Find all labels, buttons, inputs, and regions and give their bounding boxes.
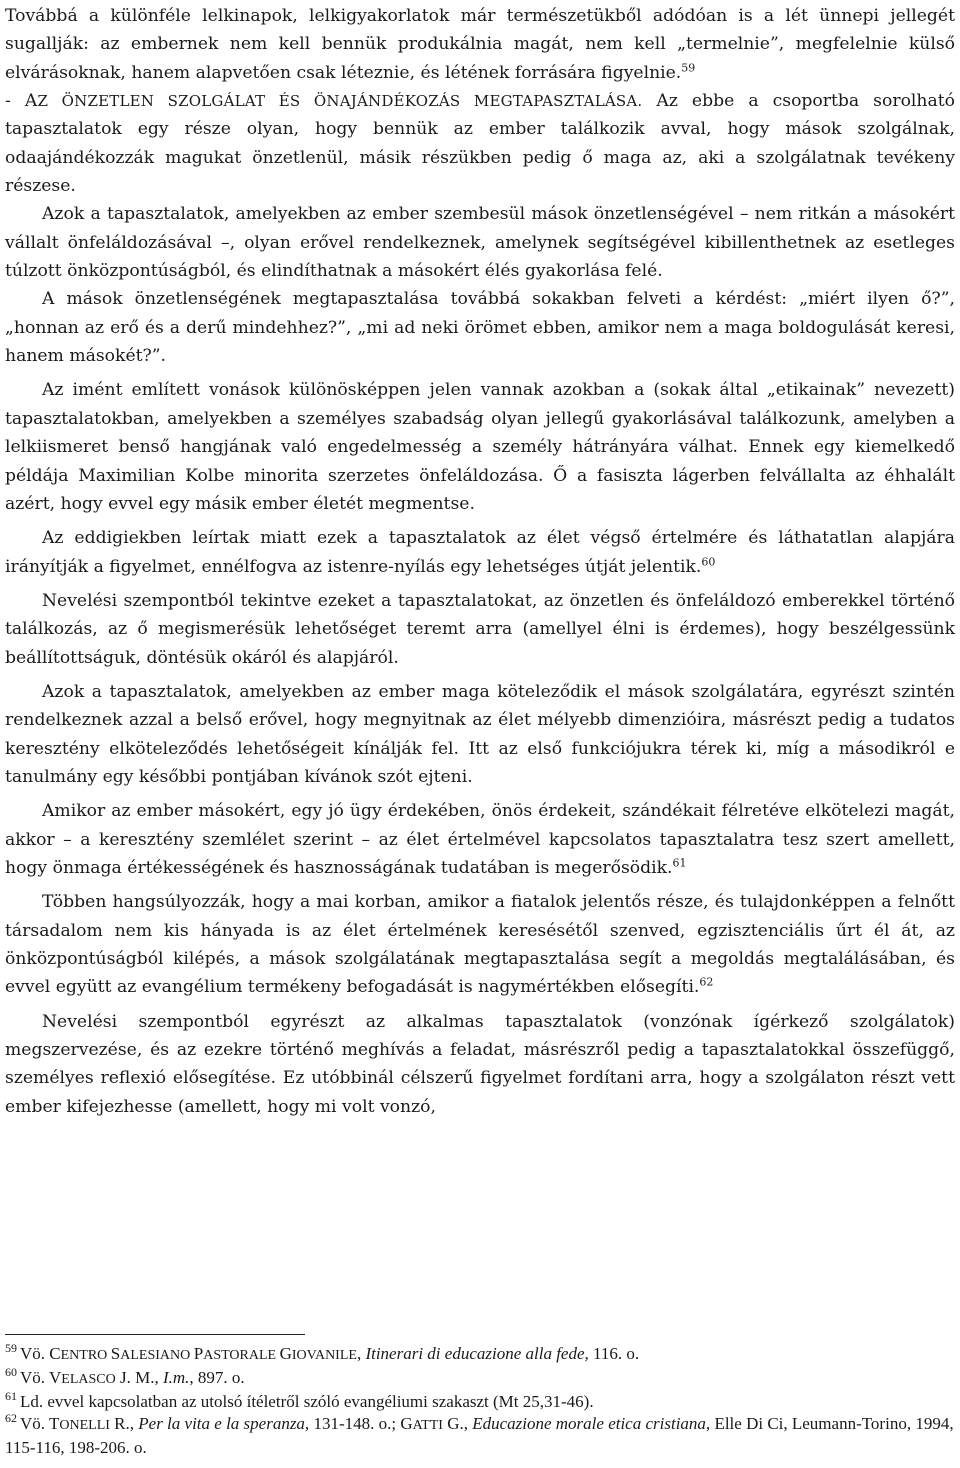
section-heading: AZ ÖNZETLEN SZOLGÁLAT ÉS ÖNAJÁNDÉKOZÁS MEGTAPASZTALÁSA. [24,91,643,112]
footnote-61: $^{61}$ Ld. evvel kapcsolatban az utolsó ítéletről szóló evangéliumi szakaszt (Mt 25,31-46). [5,1389,594,1411]
footnote-ref: 60 [701,554,716,568]
footnote-60: $^{60}$ Vö. VELASCO J. M., I.m., 897. o. [5,1365,245,1387]
footnote-ref: 62 [699,975,714,989]
footnote-ref: 61 [672,856,687,870]
paragraph: Nevelési szempontból egyrészt az alkalmas tapasztalatok (vonzónak ígérkező szolgálatok) megszervezése, és az ezekre történő meghívás a feladat, másrészről pedig a tapasztalatokkal összefüggő, személyes reflexió elősegítése. Ez utóbbinál célszerű figyelmet fordítani arra, hogy a szolgálaton részt vett ember kifejezhesse (amellett, hogy mi volt vonzó, [5,1011,955,1117]
paragraph: Az eddigiekben leírtak miatt ezek a tapasztalatok az élet végső értelmére és láthatatlan alapjára irányítják a figyelmet, ennélfogva az istenre-nyílás egy lehetséges útját jelentik.$^{60}$ [5,528,955,577]
paragraph: Azok a tapasztalatok, amelyekben az ember maga köteleződik el mások szolgálatára, egyrészt szintén rendelkeznek azzal a belső erővel, hogy megnyitnak az élet mélyebb dimenzióira, másrészt pedig a tudatos keresztény elköteleződés lehetőségeit kínálják fel. Itt az első funkciójukra térek ki, míg a másodikról e tanulmány egy későbbi pontjában kívánok szót ejteni. [5,681,955,787]
footnote-separator [5,1334,305,1335]
footnotes [5,1334,957,1459]
paragraph: Amikor az ember másokért, egy jó ügy érdekében, önös érdekeit, szándékait félretéve elkötelezi magát, akkor – a keresztény szemlélet szerint – az élet értelmével kapcsolatos tapasztalatra tesz szert amellett, hogy önmaga értékességének és hasznosságának tudatában is megerősödik.$^{61}$ [5,801,955,878]
footnote-59: $^{59}$ Vö. CENTRO SALESIANO PASTORALE GIOVANILE, Itinerari di educazione alla fede, 116. o. [5,1341,640,1363]
paragraph: Továbbá a különféle lelkinapok, lelkigyakorlatok már természetükből adódóan is a lét ünnepi jellegét sugallják: az embernek nem kell bennük produkálnia magát, nem kell „termelnie”, megfelelnie külső elvárásoknak, hanem alapvetően csak léteznie, és létének forrására figyelnie.$^{59}$ [5,6,955,83]
paragraph: Azok a tapasztalatok, amelyekben az ember szembesül mások önzetlenségével – nem ritkán a másokért vállalt önfeláldozásával –, olyan erővel rendelkeznek, amelynek segítségével kibillenthetnek az esetleges túlzott önközpontúságból, és elindíthatnak a másokért élés gyakorlása felé. [5,204,955,282]
footnote-62: $^{62}$ Vö. TONELLI R., Per la vita e la speranza, 131-148. o.; GATTI G., Educazione morale etica cristiana, Elle Di Ci, Leumann-Torino, 1994, 115-116, 198-206. o. [5,1411,954,1457]
footnote-ref: 59 [681,60,696,74]
paragraph: Az imént említett vonások különösképpen jelen vannak azokban a (sokak által „etikainak” nevezett) tapasztalatokban, amelyekben a személyes szabadság olyan jellegű gyakorlásával találkozunk, amelyben a lelkiismeret benső hangjának való engedelmesség a személy hátrányára válhat. Ennek egy kiemelkedő példája Maximilian Kolbe minorita szerzetes önfeláldozása. Ő a fasiszta lágerben felvállalta az éhhalált azért, hogy evvel egy másik ember életét megmentse. [5,380,955,514]
paragraph: Többen hangsúlyozzák, hogy a mai korban, amikor a fiatalok jelentős része, és tulajdonképpen a felnőtt társadalom nem kis hányada is az élet értelmének keresésétől szenved, egzisztenciális űrt él át, az önközpontúságból kilépés, a mások szolgálatának megtapasztalása segít a megoldás megtalálásában, és evvel együtt az evangélium termékeny befogadását is nagymértékben elősegíti.$^{62}$ [5,892,955,998]
section-paragraph: - AZ ÖNZETLEN SZOLGÁLAT ÉS ÖNAJÁNDÉKOZÁS MEGTAPASZTALÁSA. Az ebbe a csoportba sorolható tapasztalatok egy része olyan, hogy bennük az ember találkozik avval, hogy mások szolgálnak, odaajándékozzák magukat önzetlenül, másik részükben pedig ő maga az, aki a szolgálatnak tevékeny részese. [5,91,955,197]
main-text [5,2,955,1121]
paragraph: A mások önzetlenségének megtapasztalása továbbá sokakban felveti a kérdést: „miért ilyen ő?”, „honnan az erő és a derű mindehhez?”, „mi ad neki örömet ebben, amikor nem a maga boldogulását keresi, hanem másokét?”. [5,289,955,367]
paragraph: Nevelési szempontból tekintve ezeket a tapasztalatokat, az önzetlen és önfeláldozó emberekkel történő találkozás, az ő megismerésük lehetőséget teremt arra (amellyel élni is érdemes), hogy beszélgessünk beállítottságuk, döntésük okáról és alapjáról. [5,590,955,668]
